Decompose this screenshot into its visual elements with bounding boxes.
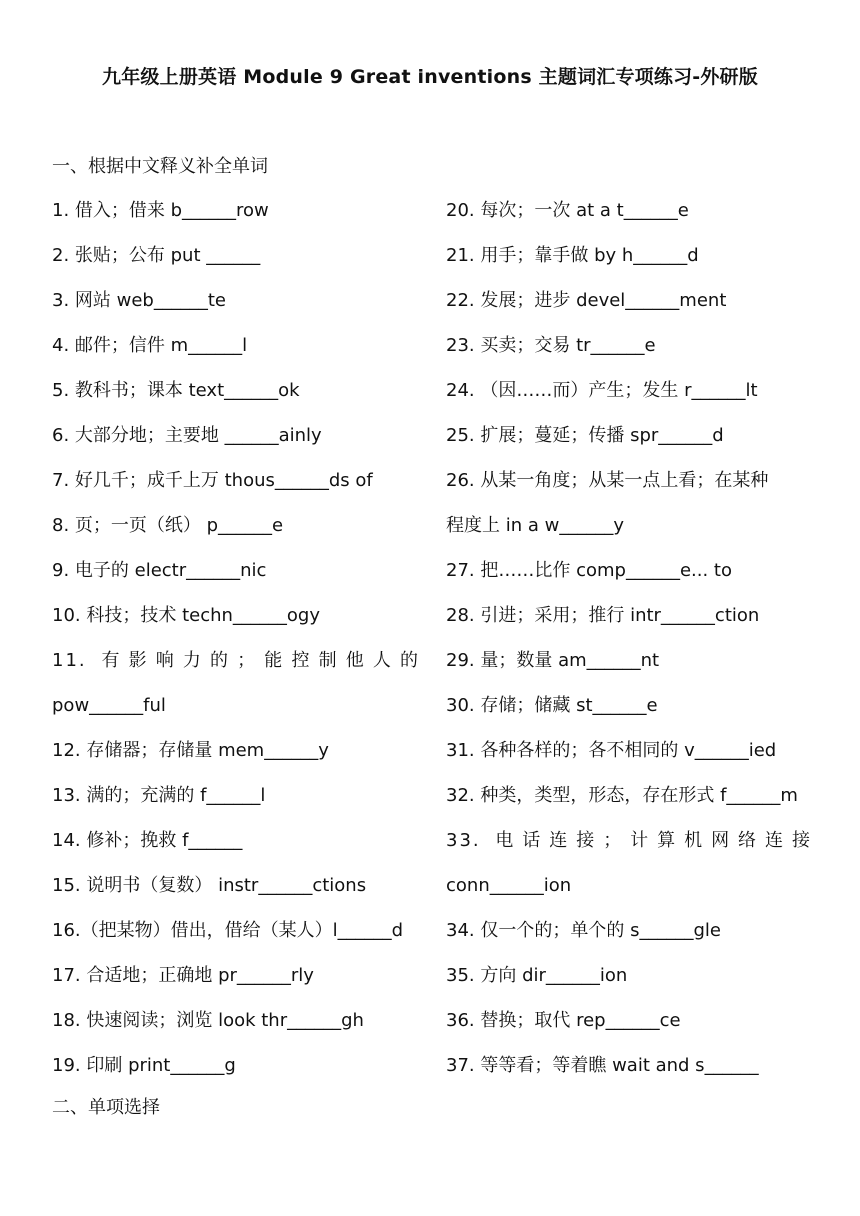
exercise-item-30: 30. 存储；储藏 st______e	[446, 695, 658, 716]
exercise-item-24: 24. （因……而）产生；发生 r______lt	[446, 380, 758, 401]
exercise-item-35: 35. 方向 dir______ion	[446, 965, 628, 986]
exercise-item-11: 11. 有影响力的；能控制他人的	[52, 650, 420, 671]
exercise-item-13: 13. 满的；充满的 f______l	[52, 785, 266, 806]
exercise-item-6: 6. 大部分地；主要地 ______ainly	[52, 425, 322, 446]
left-column	[52, 188, 420, 1088]
exercise-item-33: 33. 电话连接；计算机网络连接	[446, 830, 812, 851]
exercise-item-34: 34. 仅一个的；单个的 s______gle	[446, 920, 721, 941]
exercise-item-23: 23. 买卖；交易 tr______e	[446, 335, 656, 356]
exercise-item-9: 9. 电子的 electr______nic	[52, 560, 267, 581]
exercise-item-27: 27. 把……比作 comp______e... to	[446, 560, 732, 581]
section-heading-multiple-choice: 二、单项选择	[52, 1097, 160, 1118]
exercise-item-15: 15. 说明书（复数） instr______ctions	[52, 875, 367, 896]
exercise-item-20: 20. 每次；一次 at a t______e	[446, 200, 689, 221]
exercise-item-14: 14. 修补；挽救 f______	[52, 830, 243, 851]
exercise-item-8: 8. 页；一页（纸） p______e	[52, 515, 284, 536]
exercise-item-26-continued: 程度上 in a w______y	[446, 515, 624, 536]
exercise-item-36: 36. 替换；取代 rep______ce	[446, 1010, 681, 1031]
exercise-item-1: 1. 借入；借来 b______row	[52, 200, 269, 221]
exercise-item-32: 32. 种类，类型，形态，存在形式 f______m	[446, 785, 798, 806]
exercise-item-37: 37. 等等看；等着瞧 wait and s______	[446, 1055, 759, 1076]
exercise-item-18: 18. 快速阅读；浏览 look thr______gh	[52, 1010, 364, 1031]
exercise-item-7: 7. 好几千；成千上万 thous______ds of	[52, 470, 373, 491]
page-title: 九年级上册英语 Module 9 Great inventions 主题词汇专项练习-外研版	[102, 66, 758, 88]
exercise-item-16: 16.（把某物）借出，借给（某人）l______d	[52, 920, 404, 941]
exercise-item-2: 2. 张贴；公布 put ______	[52, 245, 261, 266]
exercise-item-22: 22. 发展；进步 devel______ment	[446, 290, 727, 311]
exercise-item-28: 28. 引进；采用；推行 intr______ction	[446, 605, 760, 626]
exercise-item-10: 10. 科技；技术 techn______ogy	[52, 605, 321, 626]
exercise-item-17: 17. 合适地；正确地 pr______rly	[52, 965, 314, 986]
exercise-item-31: 31. 各种各样的；各不相同的 v______ied	[446, 740, 777, 761]
exercise-item-29: 29. 量；数量 am______nt	[446, 650, 660, 671]
exercise-item-5: 5. 教科书；课本 text______ok	[52, 380, 300, 401]
exercise-item-3: 3. 网站 web______te	[52, 290, 226, 311]
exercise-item-12: 12. 存储器；存储量 mem______y	[52, 740, 329, 761]
exercise-item-19: 19. 印刷 print______g	[52, 1055, 236, 1076]
exercise-item-25: 25. 扩展；蔓延；传播 spr______d	[446, 425, 724, 446]
exercise-item-11-continued: pow______ful	[52, 695, 166, 716]
exercise-item-33-continued: conn______ion	[446, 875, 572, 896]
section-heading-fill-words: 一、根据中文释义补全单词	[52, 156, 268, 177]
exercise-item-4: 4. 邮件；信件 m______l	[52, 335, 248, 356]
exercise-item-21: 21. 用手；靠手做 by h______d	[446, 245, 699, 266]
exercise-item-26: 26. 从某一角度；从某一点上看；在某种	[446, 470, 769, 491]
right-column	[446, 188, 812, 1088]
